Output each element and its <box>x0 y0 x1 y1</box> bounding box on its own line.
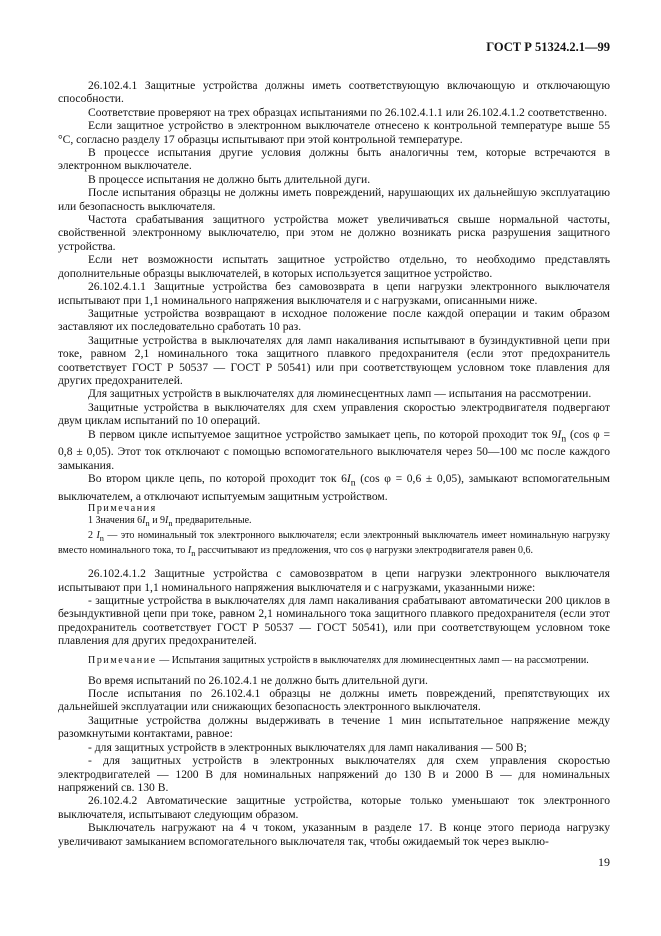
paragraph: После испытания по 26.102.4.1 образцы не должны иметь повреждений, препятствующих их дальнейшей эксплуатации или снижающих безопасность электронного выключателя. <box>58 687 610 714</box>
paragraph: 26.102.4.1 Защитные устройства должны иметь соответствующую включающую и отключающую способности. <box>58 79 610 106</box>
note-2: 2 $I_n$ — это номинальный ток электронного выключателя; если электронный выключатель имеет номинальную нагрузку вместо номинального тока, то $I_n$ рассчитывают из предложения, что cos φ нагрузки электродвигателя равен 0,6. <box>58 530 610 559</box>
document-body <box>58 79 610 848</box>
paragraph-cycle-1: В первом цикле испытуемое защитное устройство замыкает цепь, по которой проходит ток $9I_n$ (cos φ = 0,8 ± 0,05). Этот ток отключают с помощью вспомогательного выключателя через 50—100 мс после каждого замыкания. <box>58 427 610 472</box>
paragraph: Во время испытаний по 26.102.4.1 не должно быть длительной дуги. <box>88 673 428 687</box>
paragraph: Соответствие проверяют на трех образцах испытаниями по 26.102.4.1.1 или 26.102.4.1.2 соответственно. <box>88 105 607 119</box>
paragraph: - защитные устройства в выключателях для ламп накаливания срабатывают автоматически 200 циклов в безындуктивной цепи при токе, равном 2,1 номинального тока защитного плавкого предохранителя (если этот предохранитель соответствует ГОСТ Р 50537 — ГОСТ 50541), или при соответствующем условном токе плавления для других предохранителей. <box>58 594 610 648</box>
paragraph: Если нет возможности испытать защитное устройство отдельно, то необходимо представлять дополнительные образцы выключателей, в которых используется защитное устройство. <box>58 253 610 280</box>
paragraph: Выключатель нагружают на 4 ч током, указанным в разделе 17. В конце этого периода нагрузку увеличивают замыканием вспомогательного выключателя так, чтобы ожидаемый ток через выклю- <box>58 821 610 848</box>
paragraph: Для защитных устройств в выключателях для люминесцентных ламп — испытания на рассмотрении. <box>88 387 592 401</box>
paragraph: Защитные устройства должны выдерживать в течение 1 мин испытательное напряжение между разомкнутыми контактами, равное: <box>58 713 610 741</box>
standard-header: ГОСТ Р 51324.2.1—99 <box>486 40 610 54</box>
page-number: 19 <box>598 855 610 869</box>
paragraph: 26.102.4.1.2 Защитные устройства с самовозвратом в цепи нагрузки электронного выключателя испытывают при 1,1 номинального напряжения выключателя и с нагрузками, указанными ниже: <box>58 567 610 594</box>
paragraph: Частота срабатывания защитного устройства может увеличиваться свыше нормальной частоты, свойственной электронному выключателю, при этом не должно возникать риска разрушения защитного устройства. <box>58 213 610 253</box>
document-page <box>58 40 610 848</box>
paragraph: После испытания образцы не должны иметь повреждений, нарушающих их дальнейшую эксплуатацию или безопасность выключателя. <box>58 186 610 213</box>
paragraph: - для защитных устройств в электронных выключателях для ламп накаливания — 500 В; <box>88 740 527 754</box>
paragraph: 26.102.4.1.1 Защитные устройства без самовозврата в цепи нагрузки электронного выключателя испытывают при 1,1 номинального напряжения выключателя и с нагрузками, описанными ниже. <box>58 280 610 307</box>
paragraph: Если защитное устройство в электронном выключателе отнесено к контрольной температуре выше 55 °С, согласно разделу 17 образцы испытывают при этой контрольной температуре. <box>58 119 610 146</box>
paragraph: Защитные устройства возвращают в исходное положение после каждой операции и таким образом заставляют их последовательно сработать 10 раз. <box>58 306 610 334</box>
notes-heading: Примечания <box>88 503 157 515</box>
note-single: Примечание — Испытания защитных устройств в выключателях для люминесцентных ламп — на рассмотрении. <box>88 654 589 666</box>
paragraph: - для защитных устройств в электронных выключателях для схем управления скоростью электродвигателей — 1200 В для номинальных напряжений до 130 В и 2000 В — для номинальных напряжений св. 130 В. <box>58 754 610 794</box>
paragraph: Защитные устройства в выключателях для ламп накаливания испытывают в бузиндуктивной цепи при токе, равном 2,1 номинального тока защитного плавкого предохранителя (если этот предохранитель соответствует ГОСТ Р 50537 — ГОСТ Р 50541) или при соответствующем условном токе плавления для других предохранителей. <box>58 333 610 387</box>
paragraph: 26.102.4.2 Автоматические защитные устройства, которые только уменьшают ток электронного выключателя, испытывают следующим образом. <box>58 794 610 821</box>
note-1: 1 Значения $6I_n$ и $9I_n$ предварительные. <box>88 515 252 529</box>
paragraph: В процессе испытания другие условия должны быть аналогичны тем, которые встречаются в электронном выключателе. <box>58 146 610 173</box>
paragraph-cycle-2: Во втором цикле цепь, по которой проходит ток $6I_n$ (cos φ = 0,6 ± 0,05), замыкают вспомогательным выключателем, а отключают испытуемым защитным устройством. <box>58 472 610 503</box>
paragraph: В процессе испытания не должно быть длительной дуги. <box>88 172 371 186</box>
paragraph: Защитные устройства в выключателях для схем управления скоростью электродвигателя подвергают двум циклам испытаний по 10 операций. <box>58 400 610 428</box>
